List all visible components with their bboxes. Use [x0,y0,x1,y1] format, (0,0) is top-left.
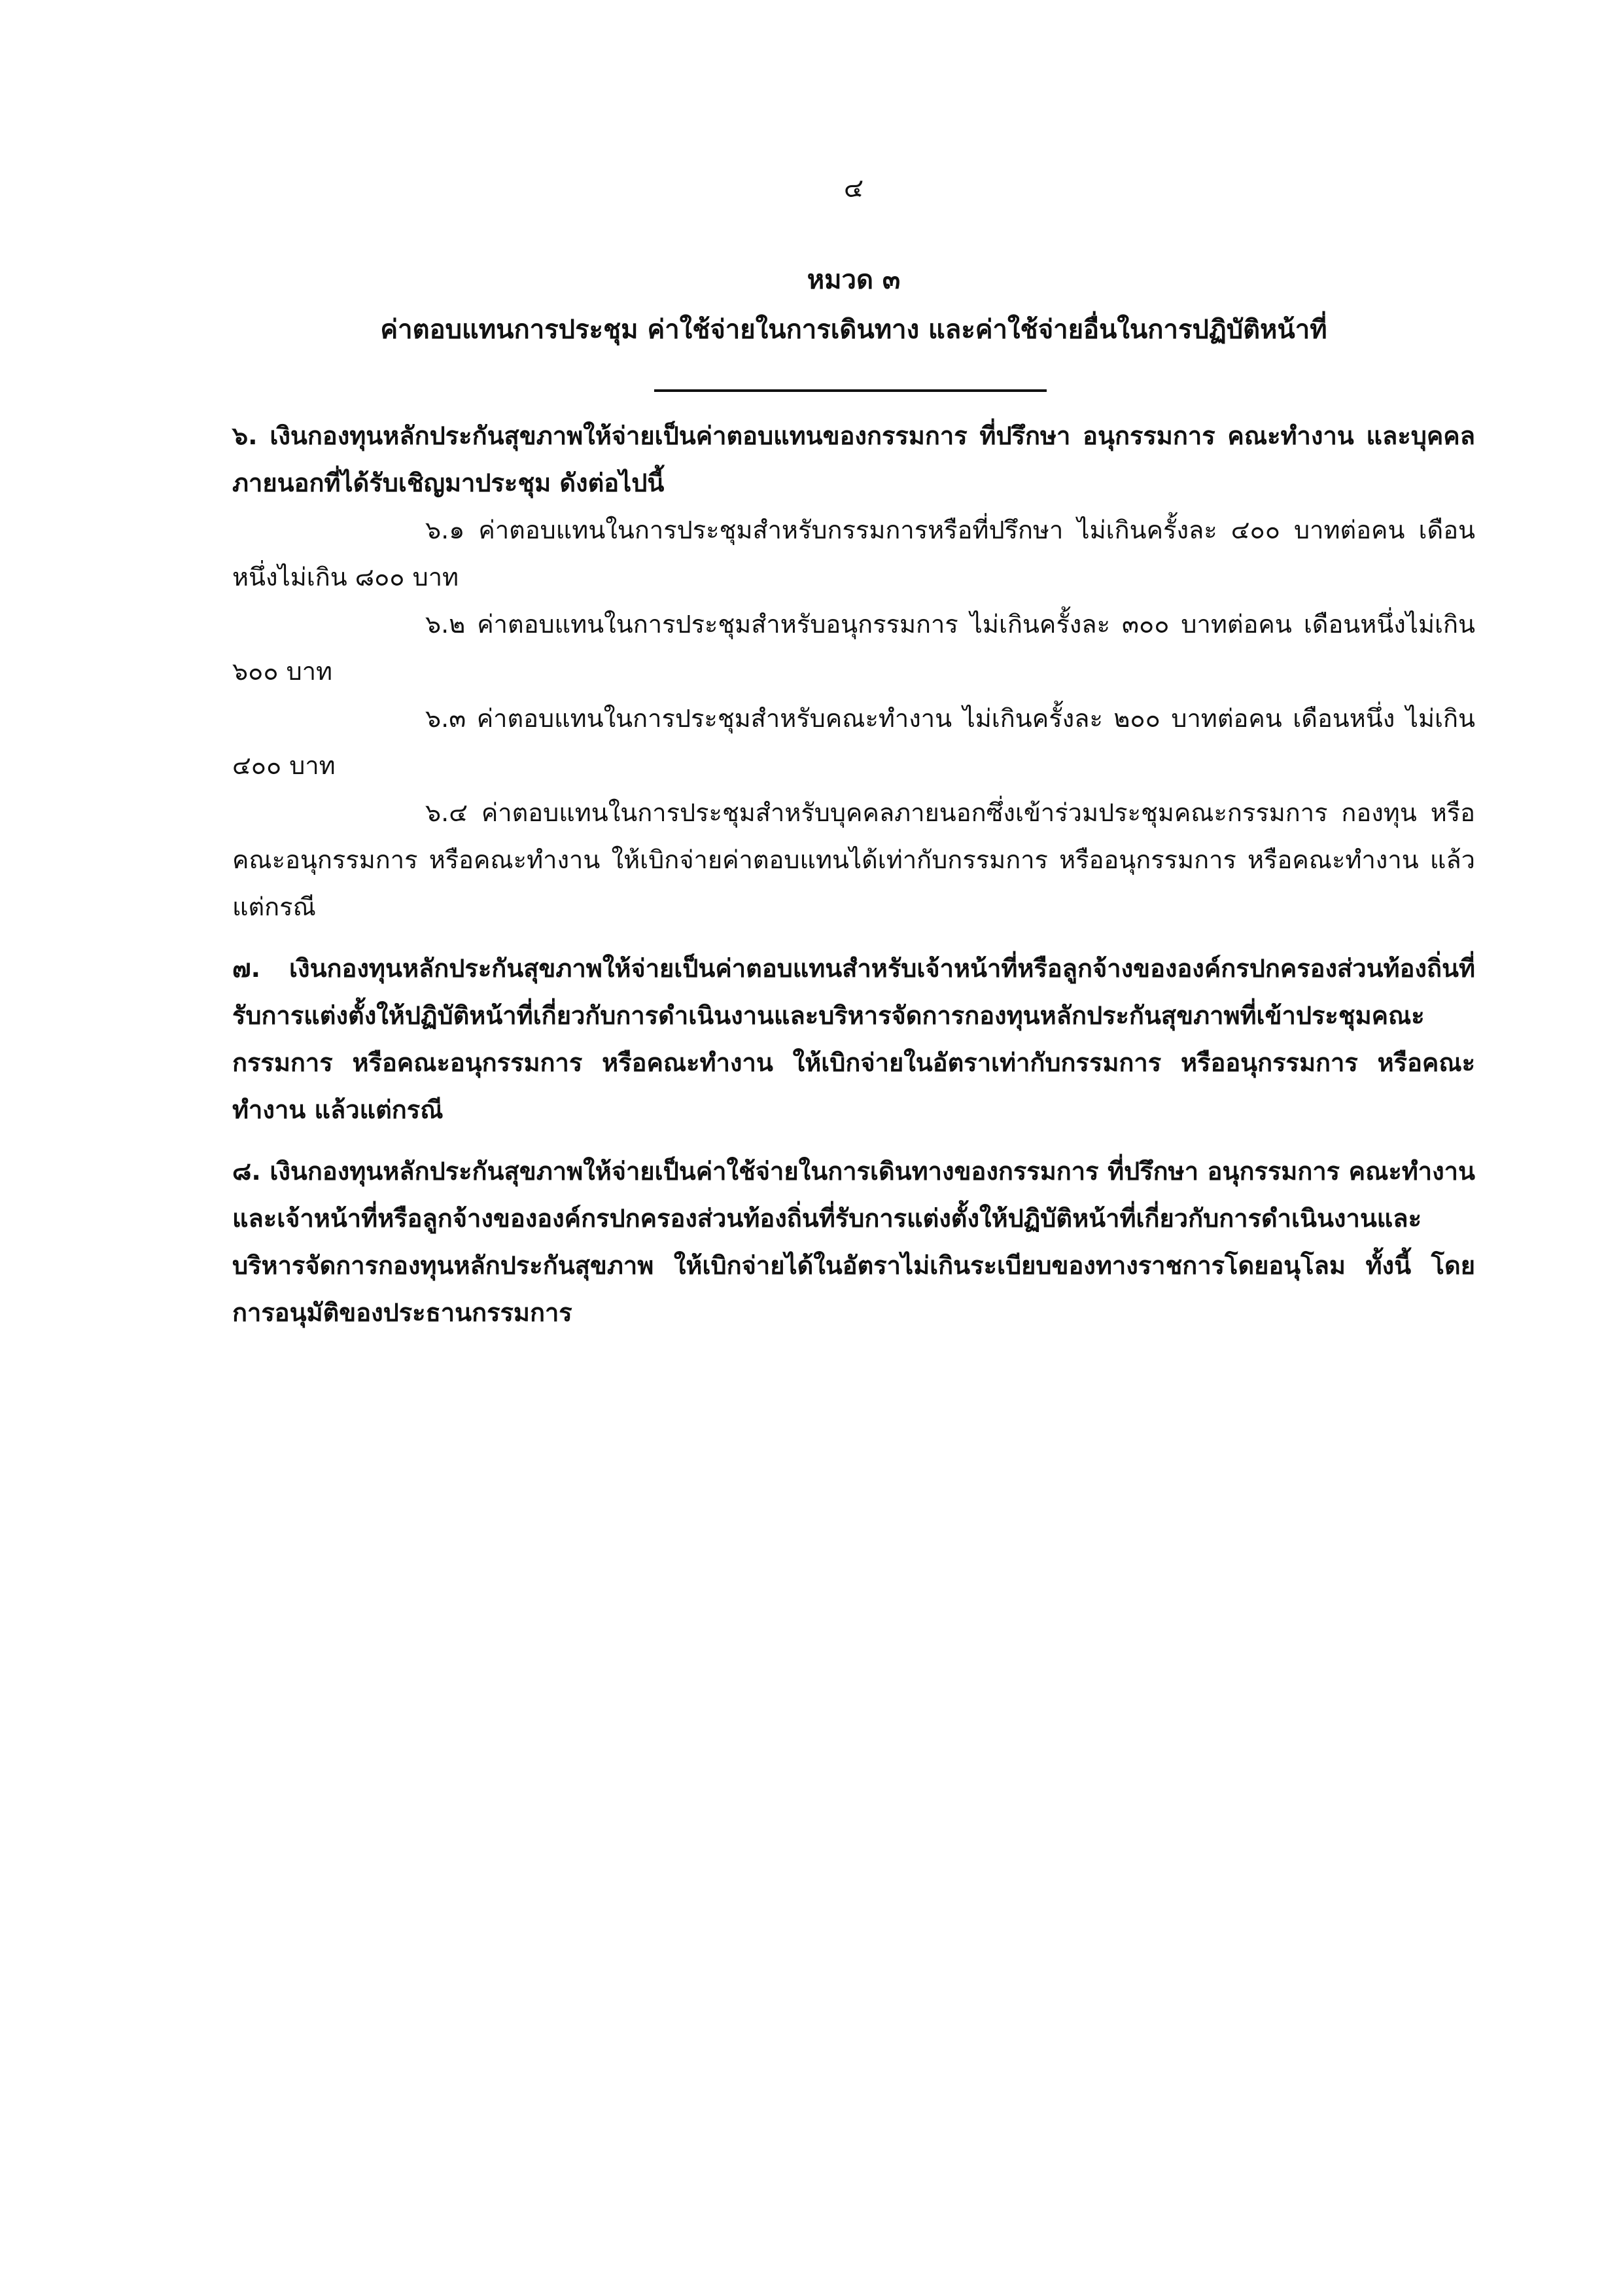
clause-6-1: ๖.๑ ค่าตอบแทนในการประชุมสำหรับกรรมการหรือที่ปรึกษา ไม่เกินครั้งละ ๔๐๐ บาทต่อคน เดือนหนึ่งไม่เกิน ๘๐๐ บาท [232,516,1475,592]
spacer [232,930,1475,945]
clause-6-4: ๖.๔ ค่าตอบแทนในการประชุมสำหรับบุคคลภายนอกซึ่งเข้าร่วมประชุมคณะกรรมการ กองทุน หรือคณะอนุกรรมการ หรือคณะทำงาน ให้เบิกจ่ายค่าตอบแทนได้เท่ากับกรรมการ หรืออนุกรรมการ หรือคณะทำงาน แล้วแต่กรณี [232,798,1475,921]
title-divider [654,389,1047,392]
document-body [232,412,1475,1336]
clause-8: ๘. เงินกองทุนหลักประกันสุขภาพให้จ่ายเป็นค่าใช้จ่ายในการเดินทางของกรรมการ ที่ปรึกษา อนุกรรมการ คณะทำงาน และเจ้าหน้าที่หรือลูกจ้างขององค์กรปกครองส่วนท้องถิ่นที่รับการแต่งตั้งให้ปฏิบัติหน้าที่เกี่ยวกับการดำเนินงานและบริหารจัดการกองทุนหลักประกันสุขภาพ ให้เบิกจ่ายได้ในอัตราไม่เกินระเบียบของทางราชการโดยอนุโลม ทั้งนี้ โดยการอนุมัติของประธานกรรมการ [232,1157,1475,1327]
clause-6-2: ๖.๒ ค่าตอบแทนในการประชุมสำหรับอนุกรรมการ ไม่เกินครั้งละ ๓๐๐ บาทต่อคน เดือนหนึ่งไม่เกิน ๖๐๐ บาท [232,610,1475,686]
clause-7: ๗. เงินกองทุนหลักประกันสุขภาพให้จ่ายเป็นค่าตอบแทนสำหรับเจ้าหน้าที่หรือลูกจ้างขององค์กรปกครองส่วนท้องถิ่นที่รับการแต่งตั้งให้ปฏิบัติหน้าที่เกี่ยวกับการดำเนินงานและบริหารจัดการกองทุนหลักประกันสุขภาพที่เข้าประชุมคณะกรรมการ หรือคณะอนุกรรมการ หรือคณะทำงาน ให้เบิกจ่ายในอัตราเท่ากับกรรมการ หรืออนุกรรมการ หรือคณะทำงาน แล้วแต่กรณี [232,954,1475,1124]
clause-6: ๖. เงินกองทุนหลักประกันสุขภาพให้จ่ายเป็นค่าตอบแทนของกรรมการ ที่ปรึกษา อนุกรรมการ คณะทำงาน และบุคคลภายนอกที่ได้รับเชิญมาประชุม ดังต่อไปนี้ [232,421,1475,497]
chapter-title: หมวด ๓ [807,265,901,295]
clause-6-3: ๖.๓ ค่าตอบแทนในการประชุมสำหรับคณะทำงาน ไม่เกินครั้งละ ๒๐๐ บาทต่อคน เดือนหนึ่ง ไม่เกิน ๔๐๐ บาท [232,704,1475,780]
chapter-subtitle: ค่าตอบแทนการประชุม ค่าใช้จ่ายในการเดินทาง และค่าใช้จ่ายอื่นในการปฏิบัติหน้าที่ [380,315,1327,345]
spacer [232,1133,1475,1148]
page-number: ๔ [843,173,864,203]
